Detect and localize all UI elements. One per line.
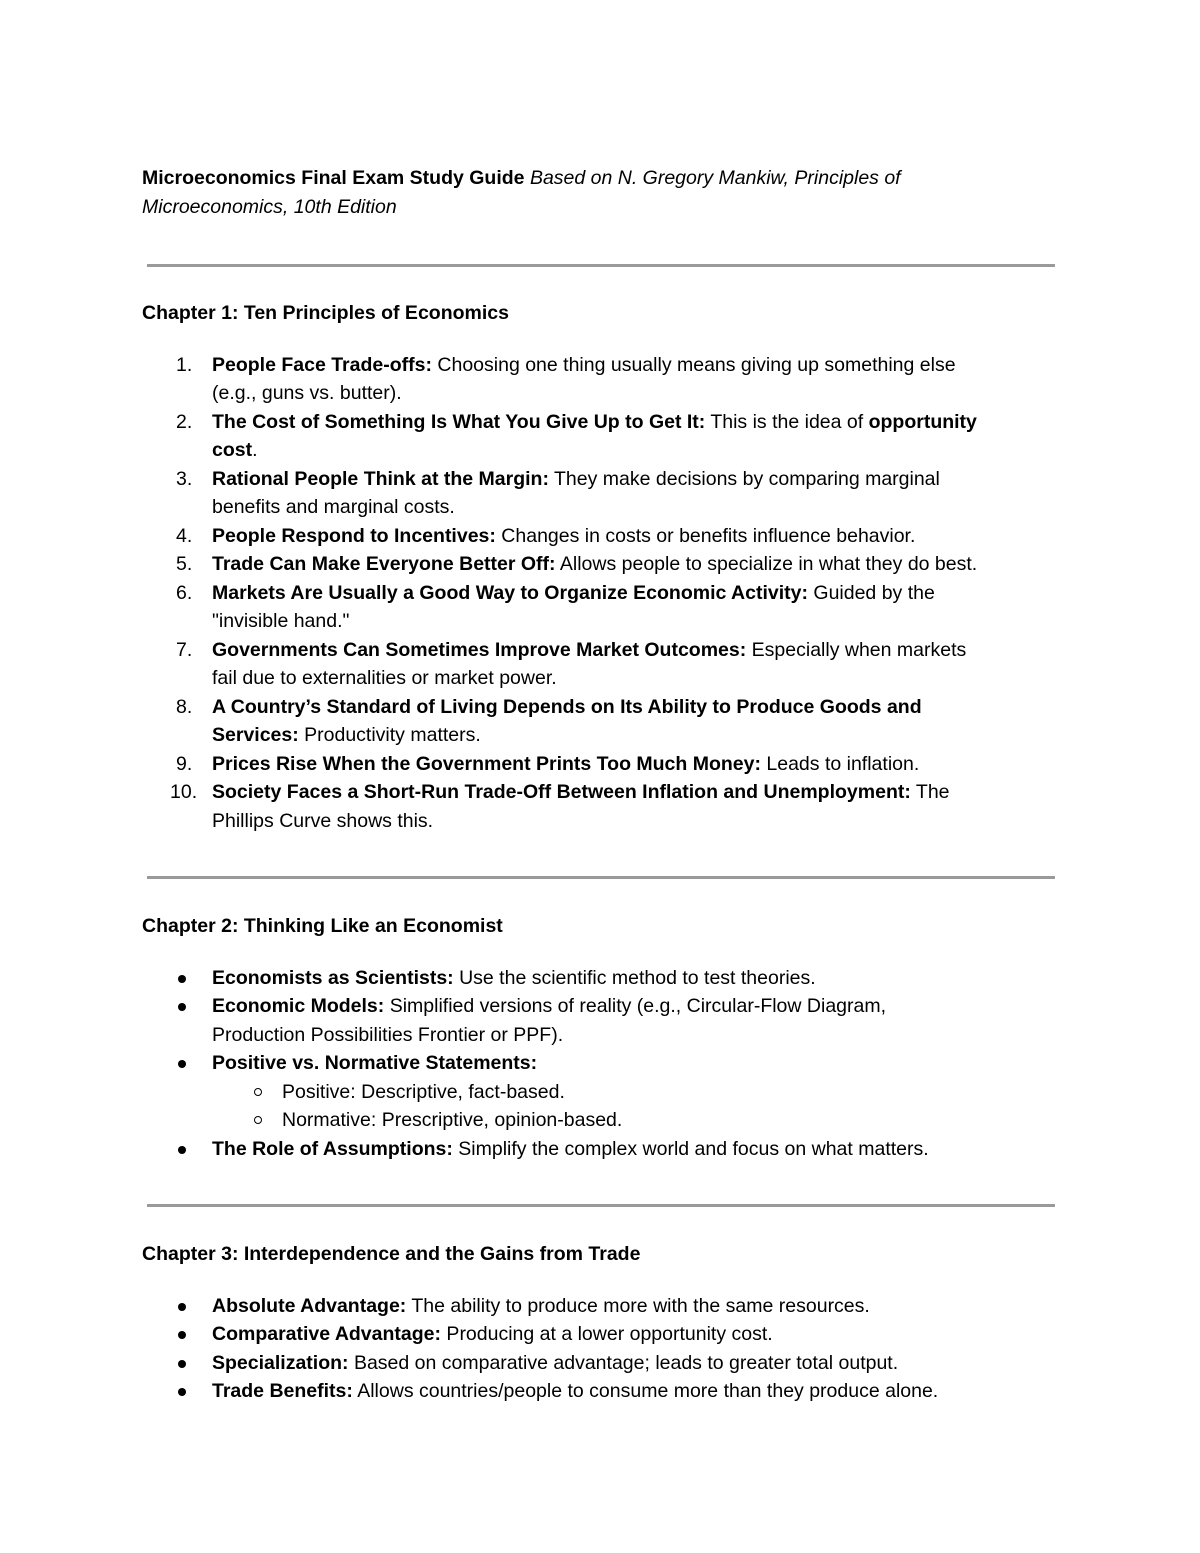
list-term: opportunity — [868, 410, 977, 433]
list-term: Governments Can Sometimes Improve Market Outcomes: — [212, 638, 747, 661]
chapter-2-list — [142, 964, 1062, 1164]
list-term: Economists as Scientists: — [212, 966, 454, 989]
bullet-icon — [178, 1003, 186, 1011]
bullet-icon — [178, 1060, 186, 1068]
list-text: Allows people to specialize in what they do best. — [555, 553, 978, 575]
list-number: 1. — [176, 353, 193, 376]
list-number: 2. — [176, 410, 193, 433]
list-term: A Country’s Standard of Living Depends on Its Ability to Produce Goods and — [212, 695, 922, 718]
list-item — [142, 1320, 1062, 1349]
list-term: Absolute Advantage: — [212, 1294, 407, 1317]
list-text: Changes in costs or benefits influence behavior. — [495, 524, 916, 547]
list-text: Simplify the complex world and focus on what matters. — [452, 1137, 929, 1160]
title-italic: Based on N. Gregory Mankiw, Principles of — [529, 167, 901, 189]
list-text: Production Possibilities Frontier or PPF). — [212, 1023, 564, 1046]
list-text: The ability to produce more with the same resources. — [406, 1294, 870, 1317]
list-number: 3. — [176, 467, 193, 490]
hollow-bullet-icon — [254, 1088, 262, 1096]
list-item — [142, 636, 1062, 693]
list-text: Producing at a lower opportunity cost. — [441, 1323, 773, 1345]
list-text: Especially when markets — [746, 638, 967, 661]
list-text: They make decisions by comparing marginal — [548, 467, 940, 490]
list-text: (e.g., guns vs. butter). — [212, 382, 402, 404]
list-term: Prices Rise When the Government Prints Too Much Money: — [212, 752, 761, 775]
list-term: Trade Can Make Everyone Better Off: — [212, 553, 556, 575]
document-page — [142, 164, 1062, 1406]
list-term: People Respond to Incentives: — [212, 524, 496, 547]
sub-list-item — [142, 1078, 1062, 1107]
list-term: cost — [212, 439, 253, 461]
chapter-3-heading: Chapter 3: Interdependence and the Gains from Trade — [142, 1243, 641, 1265]
list-text: Phillips Curve shows this. — [212, 809, 434, 832]
document-title — [142, 164, 1062, 193]
list-term: Positive vs. Normative Statements: — [212, 1052, 538, 1074]
list-number: 9. — [176, 752, 193, 775]
list-number: 7. — [176, 638, 193, 661]
list-number: 8. — [176, 695, 193, 718]
list-item — [142, 1377, 1062, 1406]
list-text: Allows countries/people to consume more than they produce alone. — [352, 1380, 939, 1402]
list-item — [142, 408, 1062, 465]
list-term: Specialization: — [212, 1351, 349, 1374]
list-item — [142, 550, 1062, 579]
list-term: People Face Trade-offs: — [212, 353, 432, 376]
list-number: 4. — [176, 524, 193, 547]
list-text: Positive: Descriptive, fact-based. — [282, 1080, 565, 1103]
list-term: The Role of Assumptions: — [212, 1137, 453, 1160]
list-item — [142, 1135, 1062, 1164]
list-item — [142, 522, 1062, 551]
title-bold: Microeconomics Final Exam Study Guide — [142, 167, 525, 189]
list-item — [142, 964, 1062, 993]
list-item — [142, 465, 1062, 522]
bullet-icon — [178, 1331, 186, 1339]
list-text: "invisible hand." — [212, 610, 350, 632]
list-item — [142, 1349, 1062, 1378]
chapter-1-heading: Chapter 1: Ten Principles of Economics — [142, 302, 509, 324]
bullet-icon — [178, 1146, 186, 1154]
list-number: 10. — [170, 781, 198, 803]
list-text: The — [910, 781, 950, 803]
list-number: 6. — [176, 581, 193, 604]
list-term: Rational People Think at the Margin: — [212, 467, 549, 490]
sub-list — [142, 1078, 1062, 1135]
list-item — [142, 778, 1062, 835]
bullet-icon — [178, 1360, 186, 1368]
list-text: This is the idea of — [705, 410, 869, 433]
chapter-2-heading: Chapter 2: Thinking Like an Economist — [142, 915, 503, 937]
list-text: Choosing one thing usually means giving up something else — [431, 353, 956, 376]
bullet-icon — [178, 1388, 186, 1396]
list-text: Simplified versions of reality (e.g., Circular-Flow Diagram, — [384, 995, 887, 1017]
list-number: 5. — [176, 553, 193, 575]
list-text: Guided by the — [807, 581, 935, 604]
list-item — [142, 992, 1062, 1049]
list-item — [142, 1292, 1062, 1321]
chapter-1-list — [142, 351, 1062, 836]
list-item — [142, 351, 1062, 408]
list-text: . — [252, 439, 258, 461]
list-item — [142, 750, 1062, 779]
list-text: Productivity matters. — [298, 724, 481, 746]
document-title-line2 — [142, 193, 1062, 222]
list-text: Leads to inflation. — [760, 752, 920, 775]
list-item — [142, 1049, 1062, 1135]
list-term: Economic Models: — [212, 995, 385, 1017]
list-term: Trade Benefits: — [212, 1380, 353, 1402]
hollow-bullet-icon — [254, 1116, 262, 1124]
list-term: Society Faces a Short-Run Trade-Off Between Inflation and Unemployment: — [212, 781, 911, 803]
list-text: Use the scientific method to test theories. — [453, 966, 816, 989]
title-italic-cont: Microeconomics, 10th Edition — [142, 195, 397, 218]
chapter-3-list — [142, 1292, 1062, 1406]
list-term: Markets Are Usually a Good Way to Organize Economic Activity: — [212, 581, 808, 604]
list-text: fail due to externalities or market power. — [212, 667, 557, 689]
list-item — [142, 693, 1062, 750]
list-text: Based on comparative advantage; leads to greater total output. — [348, 1351, 899, 1374]
list-term: Comparative Advantage: — [212, 1323, 442, 1345]
bullet-icon — [178, 975, 186, 983]
list-term: The Cost of Something Is What You Give Up to Get It: — [212, 410, 706, 433]
list-text: benefits and marginal costs. — [212, 496, 455, 518]
list-text: Normative: Prescriptive, opinion-based. — [282, 1109, 623, 1131]
list-item — [142, 579, 1062, 636]
sub-list-item — [142, 1106, 1062, 1135]
bullet-icon — [178, 1303, 186, 1311]
list-term: Services: — [212, 724, 299, 746]
